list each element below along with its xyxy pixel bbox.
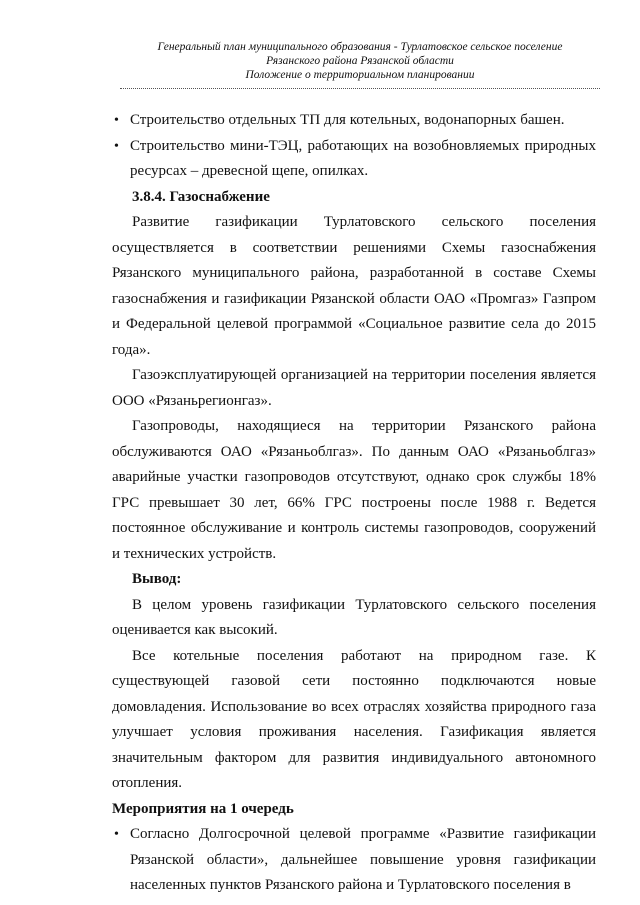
section-heading: 3.8.4. Газоснабжение (132, 188, 270, 205)
list-item-text: Согласно Долгосрочной целевой программе «Развитие газификации Рязанской области», дальнейшее повышение уровня газификации населенных пунктов Рязанского района и Турлатовского поселения в (130, 826, 596, 893)
header-line-2: Рязанского района Рязанской области (266, 55, 454, 67)
paragraph: Газопроводы, находящиеся на территории Рязанского района обслуживаются ОАО «Рязаньоблгаз». По данным ОАО «Рязаньоблгаз» аварийные участки газопроводов отсутствуют, однако срок службы 18% ГРС превышает 30 лет, 66% ГРС построены после 1988 г. Ведется постоянное обслуживание и контроль системы газопроводов, сооружений и технических устройств. (112, 418, 596, 562)
bullet-icon: • (114, 827, 119, 842)
document-body (112, 108, 596, 899)
header-line-1: Генеральный план муниципального образования - Турлатовское сельское поселение (157, 41, 563, 53)
header-divider (120, 88, 600, 89)
page-header (120, 40, 600, 89)
list-item (112, 108, 596, 134)
list-item-text: Строительство отдельных ТП для котельных, водонапорных башен. (130, 112, 565, 128)
paragraph: Развитие газификации Турлатовского сельского поселения осуществляется в соответствии решениями Схемы газоснабжения Рязанского муниципального района, разработанной в составе Схемы газоснабжения и газификации Рязанской области ОАО «Промгаз» Газпром и Федеральной целевой программой «Социальное развитие села до 2015 года». (112, 214, 596, 358)
bullet-icon: • (114, 138, 119, 154)
header-line-3: Положение о территориальном планировании (245, 69, 475, 81)
list-item-text: Строительство мини-ТЭЦ, работающих на возобновляемых природных ресурсах – древесной щепе, опилках. (130, 137, 596, 179)
list-item (112, 134, 596, 185)
measures-heading: Мероприятия на 1 очередь (112, 800, 294, 817)
conclusion-heading: Вывод: (132, 571, 182, 587)
paragraph: В целом уровень газификации Турлатовского сельского поселения оценивается как высокий. (112, 596, 596, 638)
paragraph: Все котельные поселения работают на природном газе. К существующей газовой сети постоянно подключаются новые домовладения. Использование во всех отраслях хозяйства природного газа улучшает условия проживания населения. Газификация является значительным фактором для развития индивидуального автономного отопления. (112, 647, 596, 791)
bullet-icon: • (114, 113, 119, 128)
list-item (112, 822, 596, 899)
paragraph: Газоэксплуатирующей организацией на территории поселения является ООО «Рязаньрегионгаз». (112, 367, 596, 409)
